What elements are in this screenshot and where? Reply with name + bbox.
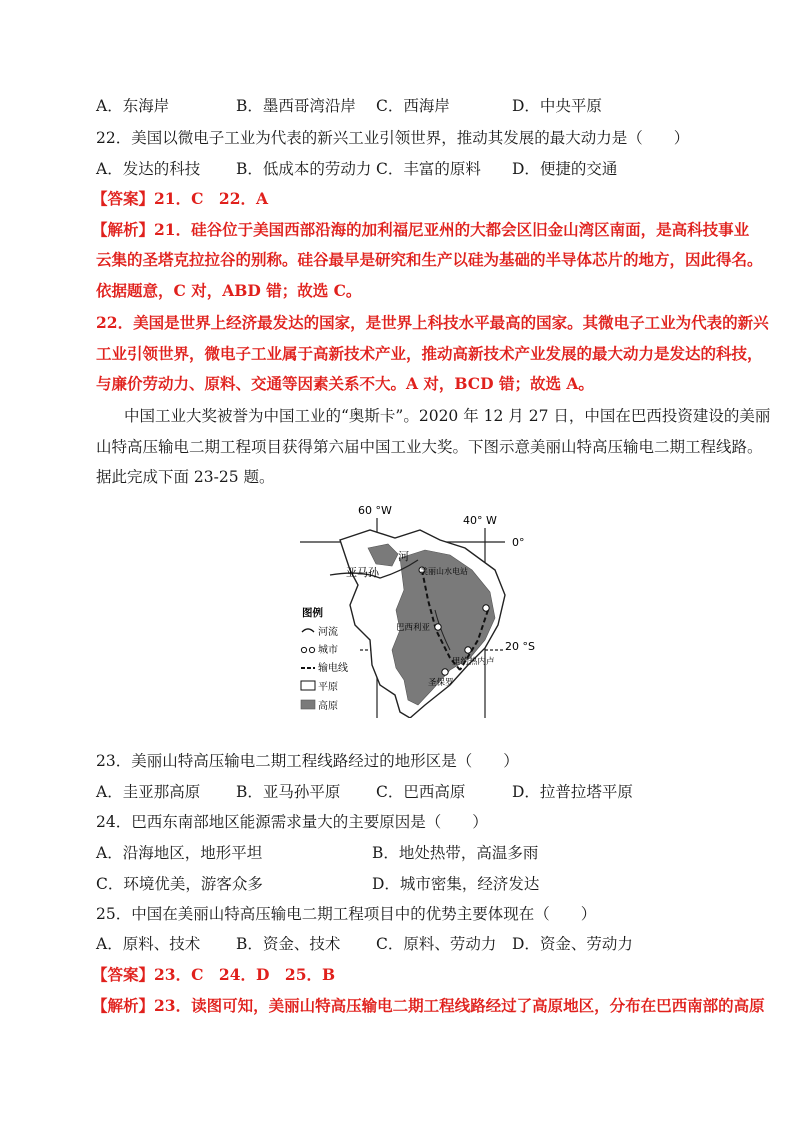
label-equator: 0° [512, 536, 525, 549]
analysis-1-line-4: 22．美国是世界上经济最发达的国家，是世界上科技水平最高的国家。其微电子工业为代表的新兴 [96, 313, 769, 332]
label-40w: 40° W [463, 514, 497, 527]
legend-title: 图例 [302, 607, 323, 619]
q25-option-d: D．资金、劳动力 [512, 935, 633, 953]
legend-city-symbol-2 [309, 647, 314, 652]
q24-stem: 24．巴西东南部地区能源需求量大的主要原因是（ ） [96, 813, 488, 831]
legend-plateau-symbol [301, 700, 315, 709]
analysis-1-line-2: 云集的圣塔克拉拉谷的别称。硅谷最早是研究和生产以硅为基础的半导体芯片的地方，因此得名。 [96, 250, 763, 269]
legend-plain: 平原 [318, 682, 338, 693]
q21-option-b: B．墨西哥湾沿岸 [236, 97, 356, 115]
city-rio-marker [465, 647, 471, 653]
q24-option-c: C．环境优美，游客众多 [96, 875, 263, 893]
q25-option-b: B．资金、技术 [236, 935, 341, 953]
label-60w: 60 °W [358, 504, 392, 517]
label-saopaulo: 圣保罗 [428, 678, 454, 688]
q21-option-c: C．西海岸 [376, 97, 450, 115]
label-rio: 里约热内卢 [452, 657, 495, 667]
q23-option-d: D．拉普拉塔平原 [512, 783, 633, 801]
q25-option-c: C．原料、劳动力 [376, 935, 497, 953]
analysis-text: 23．读图可知，美丽山特高压输电二期工程线路经过了高原地区，分布在巴西南部的高原 [154, 996, 765, 1015]
answer-text: 21．C 22．A [154, 189, 269, 208]
q21-option-a: A．东海岸 [96, 97, 170, 115]
q23-option-b: B．亚马孙平原 [236, 783, 341, 801]
q23-option-a: A．圭亚那高原 [96, 783, 201, 801]
analysis-tag: 【解析】 [92, 996, 155, 1015]
q25-option-a: A．原料、技术 [96, 935, 201, 953]
legend-city: 城市 [318, 645, 338, 656]
legend-line: 输电线 [318, 663, 348, 674]
analysis-text: 21．硅谷位于美国西部沿海的加利福尼亚州的大都会区旧金山湾区南面，是高科技事业 [154, 220, 750, 239]
analysis-1-line-5: 工业引领世界，微电子工业属于高新技术产业，推动高新技术产业发展的最大动力是发达的科技， [96, 344, 763, 363]
analysis-1-line-6: 与廉价劳动力、原料、交通等因素关系不大。A 对，BCD 错；故选 A。 [96, 374, 594, 393]
q24-option-d: D．城市密集，经济发达 [372, 875, 540, 893]
answer-tag: 【答案】 [92, 189, 155, 208]
city-marker [483, 605, 489, 611]
legend-plain-symbol [301, 681, 315, 690]
passage-line-2: 山特高压输电二期工程项目获得第六届中国工业大奖。下图示意美丽山特高压输电二期工程线路。 [96, 438, 763, 456]
q22-stem: 22．美国以微电子工业为代表的新兴工业引领世界，推动其发展的最大动力是（ ） [96, 129, 690, 147]
analysis-2-line-1 [92, 996, 765, 1016]
label-river: 河 [398, 550, 409, 563]
q22-option-b: B．低成本的劳动力 [236, 160, 372, 178]
answer-block-2 [92, 965, 335, 985]
q24-option-b: B．地处热带，高温多雨 [372, 844, 539, 862]
label-amazon: 亚马孙 [346, 566, 379, 579]
q24-option-a: A．沿海地区，地形平坦 [96, 844, 263, 862]
city-saopaulo-marker [442, 669, 448, 675]
q25-stem: 25．中国在美丽山特高压输电二期工程项目中的优势主要体现在（ ） [96, 905, 597, 923]
brazil-power-line-map [300, 500, 538, 718]
legend-river: 河流 [318, 627, 338, 638]
answer-tag: 【答案】 [92, 965, 155, 984]
label-hydro: 美丽山水电站 [420, 567, 468, 576]
label-brasilia: 巴西利亚 [396, 623, 431, 633]
passage-line-1: 中国工业大奖被誉为中国工业的“奥斯卡”。2020 年 12 月 27 日，中国在巴西投资建设的美丽 [124, 407, 771, 425]
q23-stem: 23．美丽山特高压输电二期工程线路经过的地形区是（ ） [96, 752, 519, 770]
q22-option-c: C．丰富的原料 [376, 160, 481, 178]
analysis-tag: 【解析】 [92, 220, 155, 239]
q22-option-a: A．发达的科技 [96, 160, 201, 178]
answer-text: 23．C 24．D 25．B [154, 965, 336, 984]
q22-option-d: D．便捷的交通 [512, 160, 618, 178]
q23-option-c: C．巴西高原 [376, 783, 466, 801]
q21-option-d: D．中央平原 [512, 97, 602, 115]
passage-line-3: 据此完成下面 23-25 题。 [96, 468, 275, 486]
analysis-1-line-1 [92, 220, 749, 240]
label-20s: 20 °S [505, 640, 535, 653]
city-brasilia-marker [435, 624, 441, 630]
analysis-1-line-3: 依据题意，C 对，ABD 错；故选 C。 [96, 281, 362, 300]
answer-block-1 [92, 189, 268, 209]
legend-plateau: 高原 [318, 701, 338, 712]
